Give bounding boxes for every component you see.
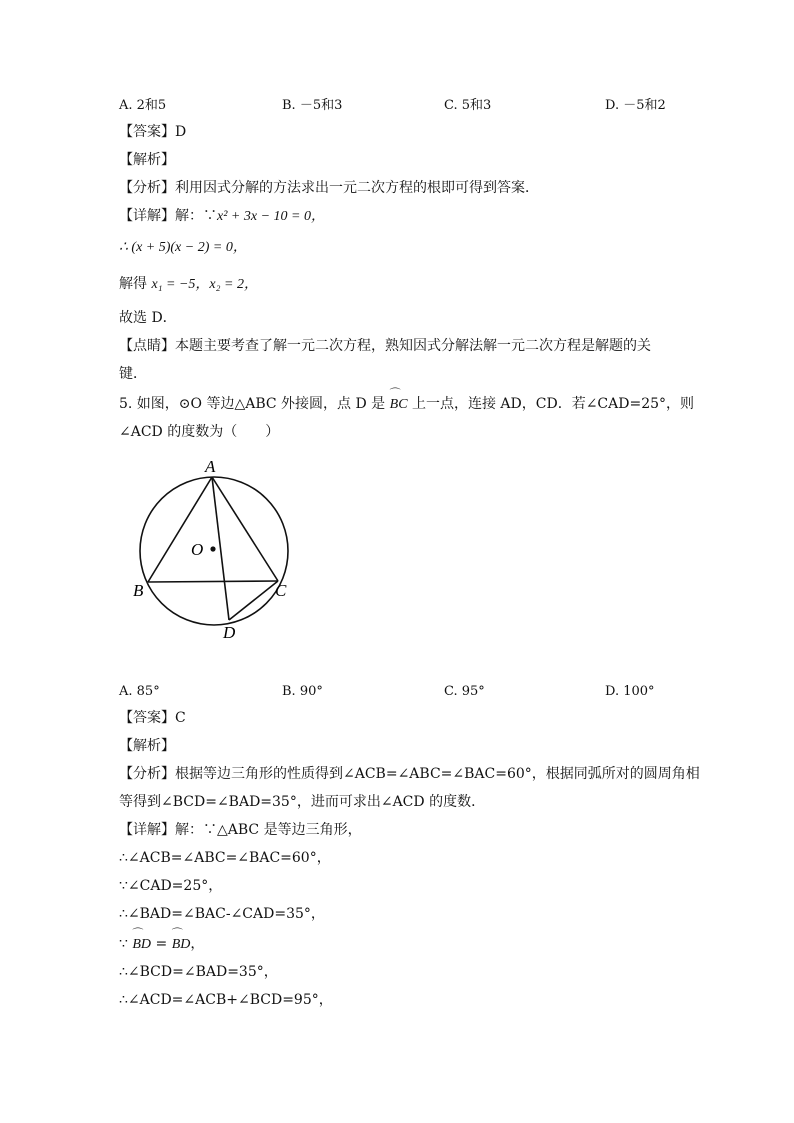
detail-intro: 解：∵: [175, 208, 217, 224]
circle-figure: [125, 452, 305, 652]
fenxi-text: 利用因式分解的方法求出一元二次方程的根即可得到答案．: [175, 180, 539, 196]
q4-option-b: B. －5和3: [282, 98, 343, 113]
step-line: ∴∠ACB=∠ABC=∠BAC=60°，: [119, 850, 331, 866]
answer-value: D: [175, 124, 187, 140]
label-b: B: [133, 581, 144, 600]
q4-comment-line2: 键．: [119, 366, 147, 382]
q4-detail: [119, 206, 325, 227]
answer-tag: 【答案】: [119, 124, 175, 140]
arc-equality-step: [119, 934, 204, 955]
q5-fenxi-line2: 等得到∠BCD=∠BAD=35°，进而可求出∠ACD 的度数．: [119, 794, 486, 810]
q5-option-c: C. 95°: [444, 684, 485, 699]
detail-tag: 【详解】: [119, 208, 175, 224]
q4-option-a: A. 2和5: [119, 98, 167, 113]
stem-part-a: 5. 如图，⊙O 等边△ABC 外接圆，点 D 是: [119, 396, 386, 412]
q5-option-d: D. 100°: [605, 684, 655, 699]
arc-bc: ⌒ BC: [390, 395, 408, 415]
q5-detail: [119, 820, 362, 840]
detail-line1: 解：∵△ABC 是等边三角形，: [175, 822, 362, 838]
roots-prefix: 解得: [119, 276, 147, 292]
q4-conclusion: 故选 D．: [119, 310, 177, 326]
segment-ab: [148, 477, 212, 582]
because-symbol: ∵: [119, 936, 128, 952]
fenxi-tag: 【分析】: [119, 766, 175, 782]
equation: x² + 3x − 10 = 0，: [217, 209, 325, 224]
label-d: D: [223, 623, 236, 642]
label-c: C: [275, 581, 287, 600]
q5-fenxi-line1: [119, 764, 700, 784]
q4-answer: [119, 122, 186, 142]
center-point: [210, 546, 215, 551]
step-line: ∴∠BCD=∠BAD=35°，: [119, 964, 278, 980]
answer-value: C: [175, 710, 186, 726]
arc-bd-left: ⌒ BD: [132, 935, 151, 955]
q5-stem-line2: ∠ACD 的度数为（ ）: [119, 424, 280, 440]
q4-analysis-tag: 【解析】: [119, 152, 175, 168]
comment-tag: 【点睛】: [119, 338, 175, 354]
q4-roots: [119, 274, 258, 295]
answer-tag: 【答案】: [119, 710, 175, 726]
q5-answer: [119, 708, 186, 728]
comment-line1: 本题主要考查了解一元二次方程，熟知因式分解法解一元二次方程是解题的关: [175, 338, 651, 354]
label-a: A: [205, 457, 216, 476]
segment-bc: [148, 581, 278, 582]
fenxi-tag: 【分析】: [119, 180, 175, 196]
q5-option-a: A. 85°: [119, 684, 160, 699]
fenxi-text: 根据等边三角形的性质得到∠ACB=∠ABC=∠BAC=60°，根据同弧所对的圆周角相: [175, 766, 700, 782]
stem-part-b: 上一点，连接 AD，CD．若∠CAD=25°，则: [411, 396, 695, 412]
arc-bd-right: ⌒ BD: [172, 935, 191, 955]
q4-option-c: C. 5和3: [444, 98, 492, 113]
q5-stem-line1: [119, 394, 694, 415]
detail-tag: 【详解】: [119, 822, 175, 838]
label-o: O: [191, 540, 204, 559]
q4-comment: [119, 336, 651, 356]
equals-sign: =: [151, 936, 172, 952]
q4-option-d: D. －5和2: [605, 98, 666, 113]
q4-factored: ∴ (x + 5)(x − 2) = 0，: [119, 240, 247, 255]
step-suffix: ，: [190, 936, 205, 952]
step-line: ∵∠CAD=25°，: [119, 878, 223, 894]
q4-fenxi: [119, 178, 539, 198]
step-line: ∴∠ACD=∠ACB+∠BCD=95°，: [119, 992, 333, 1008]
step-line: ∴∠BAD=∠BAC-∠CAD=35°，: [119, 906, 325, 922]
q5-option-b: B. 90°: [282, 684, 323, 699]
q5-analysis-tag: 【解析】: [119, 738, 175, 754]
roots-value: x₁ = −5，x₂ = 2，: [151, 277, 258, 292]
